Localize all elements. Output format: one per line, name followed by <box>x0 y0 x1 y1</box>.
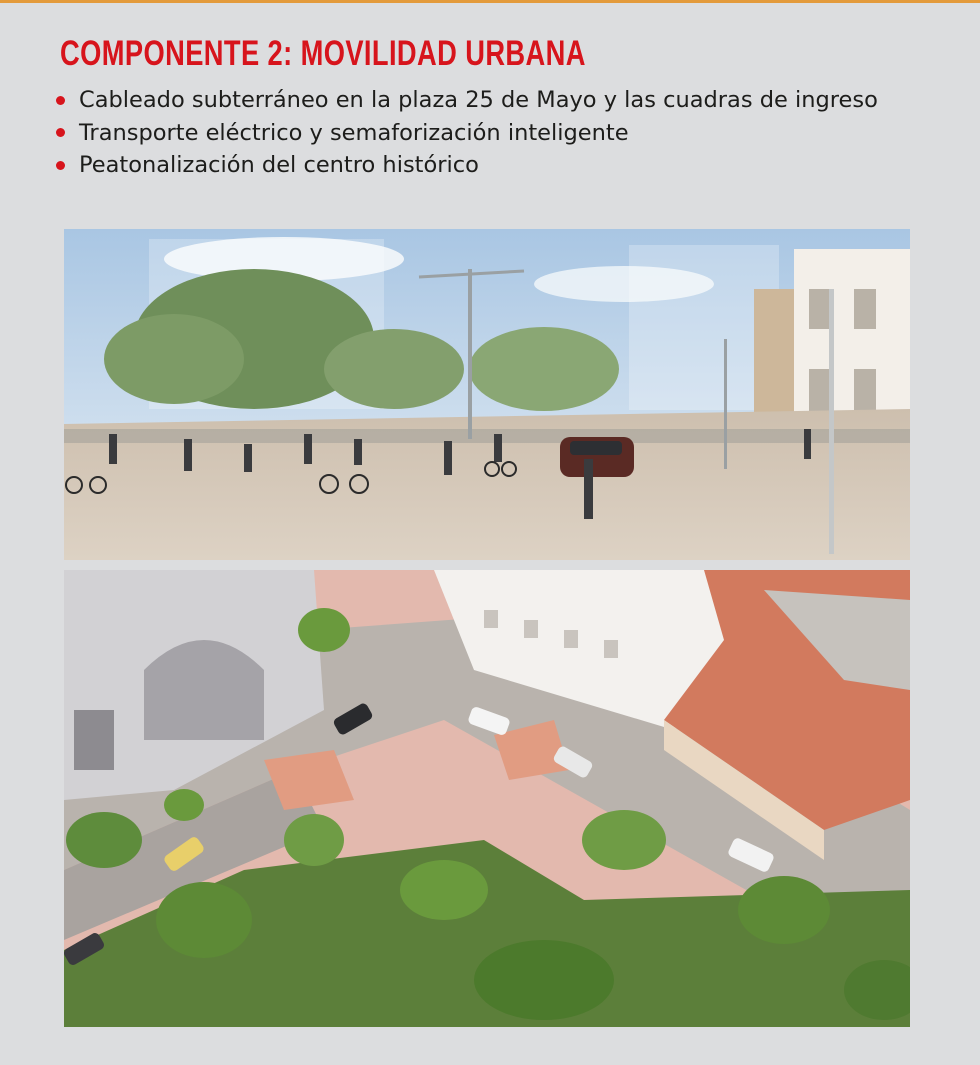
page-title: COMPONENTE 2: MOVILIDAD URBANA <box>60 34 586 73</box>
bullet-dot-icon <box>56 161 65 170</box>
aerial-plaza-image <box>64 570 910 1027</box>
list-item <box>56 84 878 117</box>
bullet-dot-icon <box>56 96 65 105</box>
list-item <box>56 117 878 150</box>
bullet-text: Peatonalización del centro histórico <box>79 152 479 178</box>
bullet-list <box>56 84 878 182</box>
street-level-plaza-image <box>64 229 910 560</box>
bullet-text: Cableado subterráneo en la plaza 25 de Mayo y las cuadras de ingreso <box>79 87 878 113</box>
top-accent-rule <box>0 0 980 3</box>
bullet-text: Transporte eléctrico y semaforización inteligente <box>79 119 629 146</box>
list-item <box>56 149 878 182</box>
bullet-dot-icon <box>56 128 65 137</box>
